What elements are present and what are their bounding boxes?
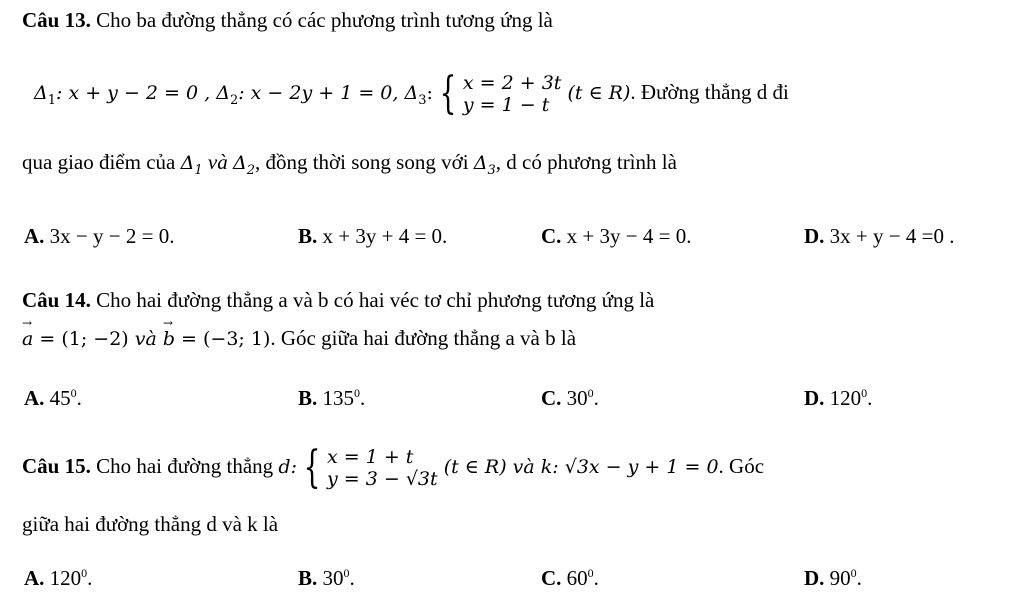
q15-option-d-degree: 0 <box>850 566 857 580</box>
q13-delta1-name: Δ <box>34 82 48 104</box>
q14-vector-a: → a <box>22 328 33 351</box>
q13-option-b[interactable] <box>298 224 447 249</box>
q14-option-b-letter: B. <box>298 386 318 410</box>
q13-delta3-name: Δ <box>404 82 419 104</box>
q15-option-a[interactable] <box>24 566 92 591</box>
q13-label: Câu 13. <box>22 8 91 32</box>
q13-option-a-text: 3x − y − 2 = 0. <box>49 224 175 248</box>
q15-option-c[interactable] <box>541 566 599 591</box>
q15-option-b-degree: 0 <box>343 566 350 580</box>
q15-option-d-end: . <box>856 566 862 590</box>
q15-k-equation: k: √3x − y + 1 = 0 <box>534 456 719 478</box>
q13-option-d-text: 3x + y − 4 =0 . <box>829 224 955 248</box>
q15-option-b-letter: B. <box>298 566 318 590</box>
q13-stem3-delta3: $\Delta_3$ <box>473 152 496 178</box>
q15-option-c-degree: 0 <box>587 566 594 580</box>
q14-option-a[interactable] <box>24 386 82 411</box>
q14-option-d[interactable] <box>804 386 872 411</box>
q15-stem2: giữa hai đường thẳng d và k là <box>22 512 279 536</box>
q14-option-d-end: . <box>867 386 873 410</box>
q14-vector-b-value: = (−3; 1) <box>175 328 271 350</box>
q14-option-d-letter: D. <box>804 386 825 410</box>
q13-sys-line1: x = 2 + 3t <box>462 72 562 94</box>
q13-delta2-sub: 2 <box>229 92 239 108</box>
q13-option-d[interactable] <box>804 224 954 249</box>
q14-label: Câu 14. <box>22 288 91 312</box>
q15-option-c-text: 60 <box>566 566 588 590</box>
q15-option-c-end: . <box>593 566 599 590</box>
q15-param-system <box>327 446 438 490</box>
q14-stem-line2 <box>22 326 576 351</box>
q13-delta1-sub: 1 <box>47 92 57 108</box>
q14-option-a-text: 45 <box>49 386 71 410</box>
q14-option-c-end: . <box>593 386 599 410</box>
q13-delta3-sub: 3 <box>418 92 427 108</box>
q13-stem3-c: , d có phương trình là <box>495 150 677 174</box>
q14-option-c-degree: 0 <box>587 386 594 400</box>
q15-option-a-degree: 0 <box>81 566 88 580</box>
q15-system-brace: { <box>303 442 321 493</box>
q13-option-c-text: x + 3y − 4 = 0. <box>566 224 692 248</box>
q15-option-b-end: . <box>349 566 355 590</box>
q15-option-d-letter: D. <box>804 566 825 590</box>
q13-option-d-letter: D. <box>804 224 825 248</box>
q15-sys-line2: y = 3 − √3t <box>327 468 438 490</box>
q15-param-domain: (t ∈ R) <box>443 456 513 478</box>
q15-d-name: d: <box>278 456 297 478</box>
q14-option-c[interactable] <box>541 386 599 411</box>
q13-stem-line3 <box>22 150 677 178</box>
q13-option-c[interactable] <box>541 224 691 249</box>
q13-stem3-a: qua giao điểm của <box>22 150 176 174</box>
q14-option-b[interactable] <box>298 386 365 411</box>
q14-option-b-degree: 0 <box>354 386 361 400</box>
q13-option-b-text: x + 3y + 4 = 0. <box>322 224 448 248</box>
q15-label: Câu 15. <box>22 454 91 478</box>
q15-option-b[interactable] <box>298 566 355 591</box>
q14-option-d-text: 120 <box>829 386 862 410</box>
q14-option-a-end: . <box>76 386 82 410</box>
q13-param-domain: (t ∈ R) <box>567 82 631 104</box>
q13-option-c-letter: C. <box>541 224 562 248</box>
q14-option-b-end: . <box>360 386 366 410</box>
q13-stem3-b: , đồng thời song song với <box>254 150 469 174</box>
q13-param-system <box>463 72 562 116</box>
q13-system-brace: { <box>439 68 457 119</box>
q14-option-b-text: 135 <box>322 386 355 410</box>
q13-stem2-end: . Đường thẳng d đi <box>630 80 789 104</box>
q14-option-a-letter: A. <box>24 386 45 410</box>
q15-option-a-end: . <box>87 566 93 590</box>
q14-option-a-degree: 0 <box>70 386 77 400</box>
q15-stem-end: . Góc <box>718 454 765 478</box>
q14-vector-a-value: = (1; −2) <box>33 328 135 350</box>
q15-option-b-text: 30 <box>322 566 344 590</box>
q13-stem: Cho ba đường thẳng có các phương trình tương ứng là <box>96 8 553 32</box>
q15-va: và <box>512 456 535 478</box>
q13-sys-line2: y = 1 − t <box>462 94 550 116</box>
q14-option-d-degree: 0 <box>861 386 868 400</box>
q14-stem2-end: . Góc giữa hai đường thẳng a và b là <box>270 326 577 350</box>
q14-stem-line1 <box>22 288 654 313</box>
q13-equations-line: $\Delta_1$: x + y − 2 = 0 , $\Delta_2$: x − 2y + 1 = 0, $\Delta_3$: { x = 2 + 3t y = 1 − t (t ∈ R). Đường thẳng d đi <box>34 68 789 119</box>
q13-stem3-delta2: $\Delta_2$ <box>232 152 255 178</box>
q15-option-a-text: 120 <box>49 566 82 590</box>
q13-stem3-va: và <box>207 150 228 174</box>
q13-delta1-eq: : x + y − 2 = 0 , <box>56 82 211 104</box>
q15-stem-line1 <box>22 442 765 493</box>
q15-option-c-letter: C. <box>541 566 562 590</box>
q14-option-c-letter: C. <box>541 386 562 410</box>
q13-option-b-letter: B. <box>298 224 318 248</box>
q13-stem-line1 <box>22 8 553 33</box>
q15-stem-line2 <box>22 512 278 537</box>
q13-option-a[interactable] <box>24 224 174 249</box>
q14-va: và <box>134 328 157 350</box>
q14-vector-b: → b <box>163 328 175 351</box>
q14-option-c-text: 30 <box>566 386 588 410</box>
q15-sys-line1: x = 1 + t <box>327 446 414 468</box>
q15-stem: Cho hai đường thẳng <box>90 454 279 478</box>
q13-option-a-letter: A. <box>24 224 45 248</box>
q13-delta2-name: Δ <box>216 82 230 104</box>
q14-stem: Cho hai đường thẳng a và b có hai véc tơ chỉ phương tương ứng là <box>96 288 655 312</box>
q15-option-a-letter: A. <box>24 566 45 590</box>
q15-option-d[interactable] <box>804 566 862 591</box>
q15-option-d-text: 90 <box>829 566 851 590</box>
q13-stem3-delta1: $\Delta_1$ <box>180 152 203 178</box>
q13-delta2-eq: : x − 2y + 1 = 0, <box>238 82 399 104</box>
